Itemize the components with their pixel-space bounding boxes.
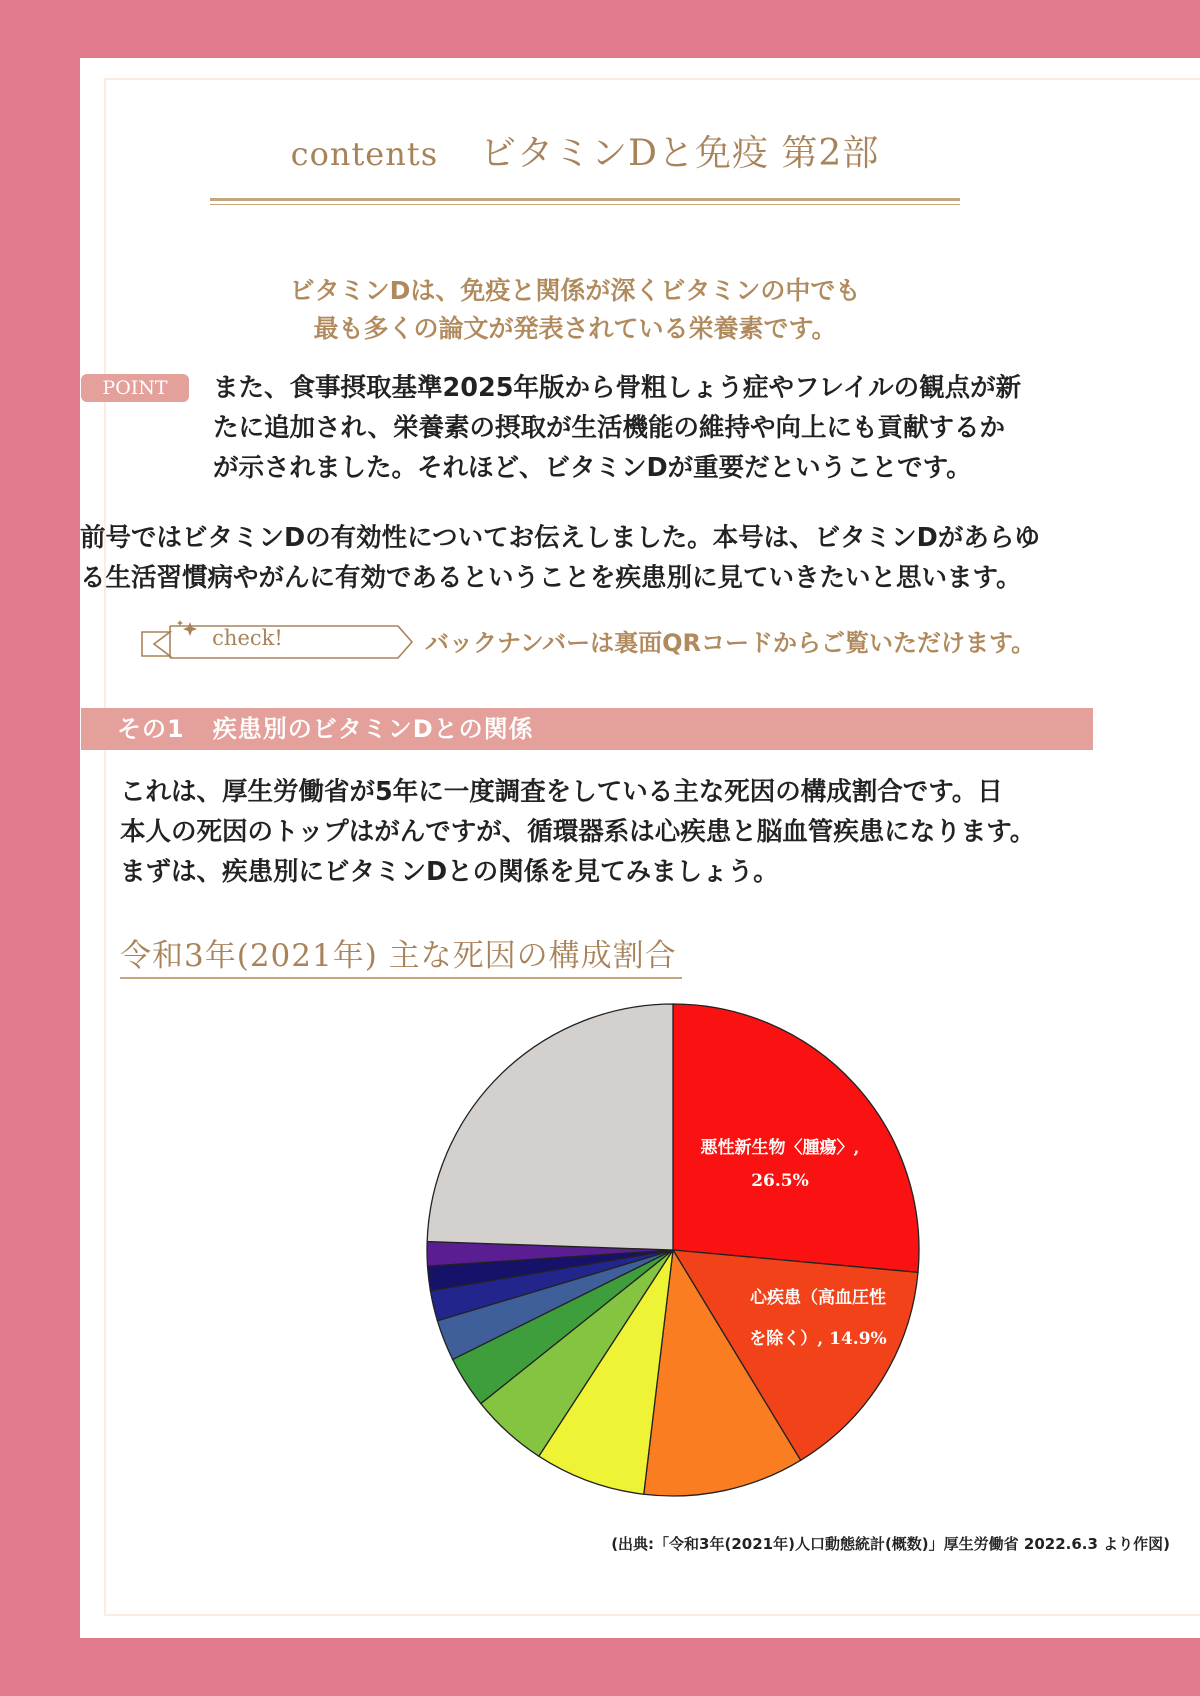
source-note: (出典:「令和3年(2021年)人口動態統計(概数)」厚生労働省 2022.6.3 より作図) — [611, 1535, 1170, 1553]
section-line: まずは、疾患別にビタミンDとの関係を見てみましょう。 — [120, 857, 779, 887]
section-line: これは、厚生労働省が5年に一度調査をしている主な死因の構成割合です。日 — [120, 777, 1003, 807]
lead-line: 最も多くの論文が発表されている栄養素です。 — [313, 314, 837, 343]
pie-slice — [427, 1004, 673, 1250]
intro-line: 前号ではビタミンDの有効性についてお伝えしました。本号は、ビタミンDがあらゆ — [80, 523, 1040, 553]
point-line: たに追加され、栄養素の摂取が生活機能の維持や向上にも貢献するか — [213, 413, 1006, 443]
contents-label: contents — [290, 135, 439, 173]
section-title: 疾患別のビタミンDとの関係 — [212, 715, 534, 743]
pie-label: 悪性新生物〈腫瘍〉, — [700, 1138, 860, 1158]
title-text: ビタミンDと免疫 第2部 — [480, 133, 880, 174]
point-badge: POINT — [81, 374, 189, 402]
pie-label: 心疾患（高血圧性 — [750, 1288, 886, 1308]
pie-label: 26.5% — [751, 1171, 809, 1191]
intro-line: る生活習慣病やがんに有効であるということを疾患別に見ていきたいと思います。 — [80, 563, 1022, 593]
check-text: バックナンバーは裏面QRコードからご覧いただけます。 — [425, 629, 1036, 657]
point-line: が示されました。それほど、ビタミンDが重要だということです。 — [213, 453, 972, 483]
chart-title: 令和3年(2021年) 主な死因の構成割合 — [120, 938, 677, 974]
lead-line: ビタミンDは、免疫と関係が深くビタミンの中でも — [289, 276, 861, 305]
check-label: check! — [212, 626, 283, 650]
section-line: 本人の死因のトップはがんですが、循環器系は心疾患と脳血管疾患になります。 — [120, 817, 1036, 847]
point-line: また、食事摂取基準2025年版から骨粗しょう症やフレイルの観点が新 — [213, 373, 1022, 403]
pie-label: を除く）, 14.9% — [749, 1329, 887, 1349]
section-number: その1 — [117, 715, 185, 743]
